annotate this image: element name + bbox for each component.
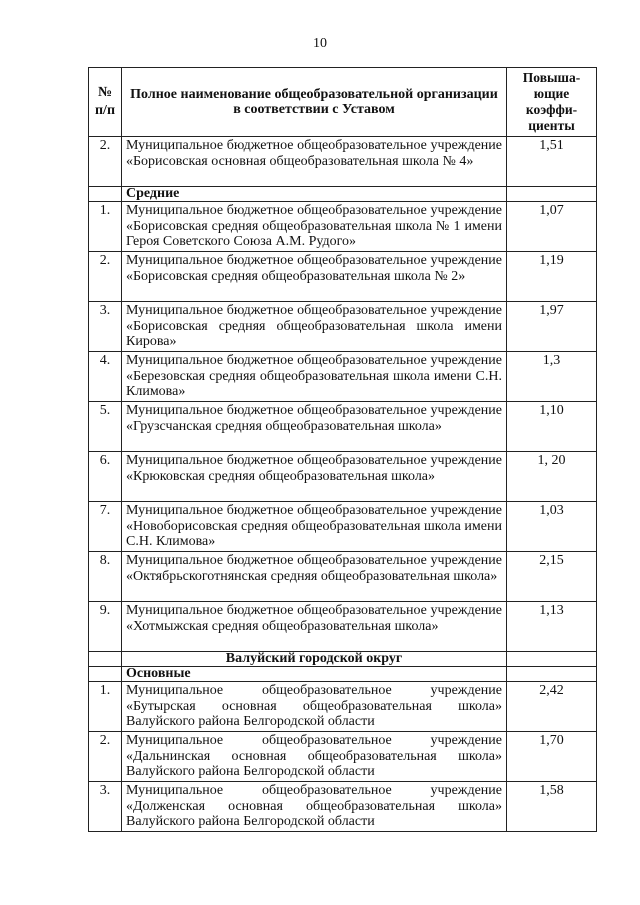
row-number: 1. xyxy=(89,682,122,732)
table-row xyxy=(89,137,597,187)
school-name: Муниципальное бюджетное общеобразовательное учреждение «Борисовская средняя общеобразовательная школа № 2» xyxy=(122,252,507,302)
school-name: Муниципальное общеобразовательное учреждение «Бутырская основная общеобразовательная школа» Валуйского района Белгородской области xyxy=(122,682,507,732)
section-row-middle xyxy=(89,187,597,202)
district-title: Валуйский городской округ xyxy=(122,652,507,667)
header-name: Полное наименование общеобразовательной организации в соответствии с Уставом xyxy=(122,68,507,137)
table-row xyxy=(89,452,597,502)
coefficient-value: 1,13 xyxy=(507,602,597,652)
row-number: 3. xyxy=(89,302,122,352)
school-name: Муниципальное бюджетное общеобразовательное учреждение «Хотмыжская средняя общеобразовательная школа» xyxy=(122,602,507,652)
coefficient-value: 1,10 xyxy=(507,402,597,452)
school-name: Муниципальное бюджетное общеобразовательное учреждение «Крюковская средняя общеобразовательная школа» xyxy=(122,452,507,502)
table-row xyxy=(89,552,597,602)
row-number: 2. xyxy=(89,137,122,187)
row-number: 1. xyxy=(89,202,122,252)
table-row xyxy=(89,682,597,732)
table-row xyxy=(89,352,597,402)
table-row xyxy=(89,502,597,552)
coefficient-value: 1,97 xyxy=(507,302,597,352)
table-row xyxy=(89,602,597,652)
row-number: 2. xyxy=(89,732,122,782)
table-header-row xyxy=(89,68,597,137)
district-row xyxy=(89,652,597,667)
header-coefficient: Повыша-ющие коэффи-циенты xyxy=(507,68,597,137)
school-name: Муниципальное бюджетное общеобразовательное учреждение «Борисовская основная общеобразовательная школа № 4» xyxy=(122,137,507,187)
table-row xyxy=(89,202,597,252)
table-row xyxy=(89,782,597,832)
row-number: 4. xyxy=(89,352,122,402)
table-row xyxy=(89,732,597,782)
row-number: 3. xyxy=(89,782,122,832)
coefficient-value: 1,03 xyxy=(507,502,597,552)
page-number: 10 xyxy=(313,36,327,51)
row-number: 7. xyxy=(89,502,122,552)
school-name: Муниципальное бюджетное общеобразовательное учреждение «Грузсчанская средняя общеобразовательная школа» xyxy=(122,402,507,452)
coefficient-value: 1,3 xyxy=(507,352,597,402)
row-number: 9. xyxy=(89,602,122,652)
school-name: Муниципальное бюджетное общеобразовательное учреждение «Борисовская средняя общеобразовательная школа № 1 имени Героя Советского Союза А.М. Рудого» xyxy=(122,202,507,252)
school-name: Муниципальное общеобразовательное учреждение «Долженская основная общеобразовательная школа» Валуйского района Белгородской области xyxy=(122,782,507,832)
section-row-basic xyxy=(89,667,597,682)
header-number: № п/п xyxy=(89,68,122,137)
table-row xyxy=(89,302,597,352)
coefficient-value: 1,19 xyxy=(507,252,597,302)
row-number: 8. xyxy=(89,552,122,602)
coefficient-value: 1,07 xyxy=(507,202,597,252)
table-row xyxy=(89,402,597,452)
table-row xyxy=(89,252,597,302)
school-name: Муниципальное общеобразовательное учреждение «Дальнинская основная общеобразовательная школа» Валуйского района Белгородской области xyxy=(122,732,507,782)
coefficient-value: 2,42 xyxy=(507,682,597,732)
school-name: Муниципальное бюджетное общеобразовательное учреждение «Новоборисовская средняя общеобразовательная школа имени С.Н. Климова» xyxy=(122,502,507,552)
row-number: 6. xyxy=(89,452,122,502)
school-name: Муниципальное бюджетное общеобразовательное учреждение «Октябрьскоготнянская средняя общеобразовательная школа» xyxy=(122,552,507,602)
row-number: 2. xyxy=(89,252,122,302)
school-name: Муниципальное бюджетное общеобразовательное учреждение «Березовская средняя общеобразовательная школа имени С.Н. Климова» xyxy=(122,352,507,402)
school-name: Муниципальное бюджетное общеобразовательное учреждение «Борисовская средняя общеобразовательная школа имени Кирова» xyxy=(122,302,507,352)
coefficient-value: 2,15 xyxy=(507,552,597,602)
section-title-basic: Основные xyxy=(122,667,507,682)
coefficient-value: 1, 20 xyxy=(507,452,597,502)
coefficient-value: 1,70 xyxy=(507,732,597,782)
coefficient-value: 1,51 xyxy=(507,137,597,187)
coefficient-value: 1,58 xyxy=(507,782,597,832)
section-title-middle: Средние xyxy=(122,187,507,202)
row-number: 5. xyxy=(89,402,122,452)
coefficients-table xyxy=(88,67,597,832)
